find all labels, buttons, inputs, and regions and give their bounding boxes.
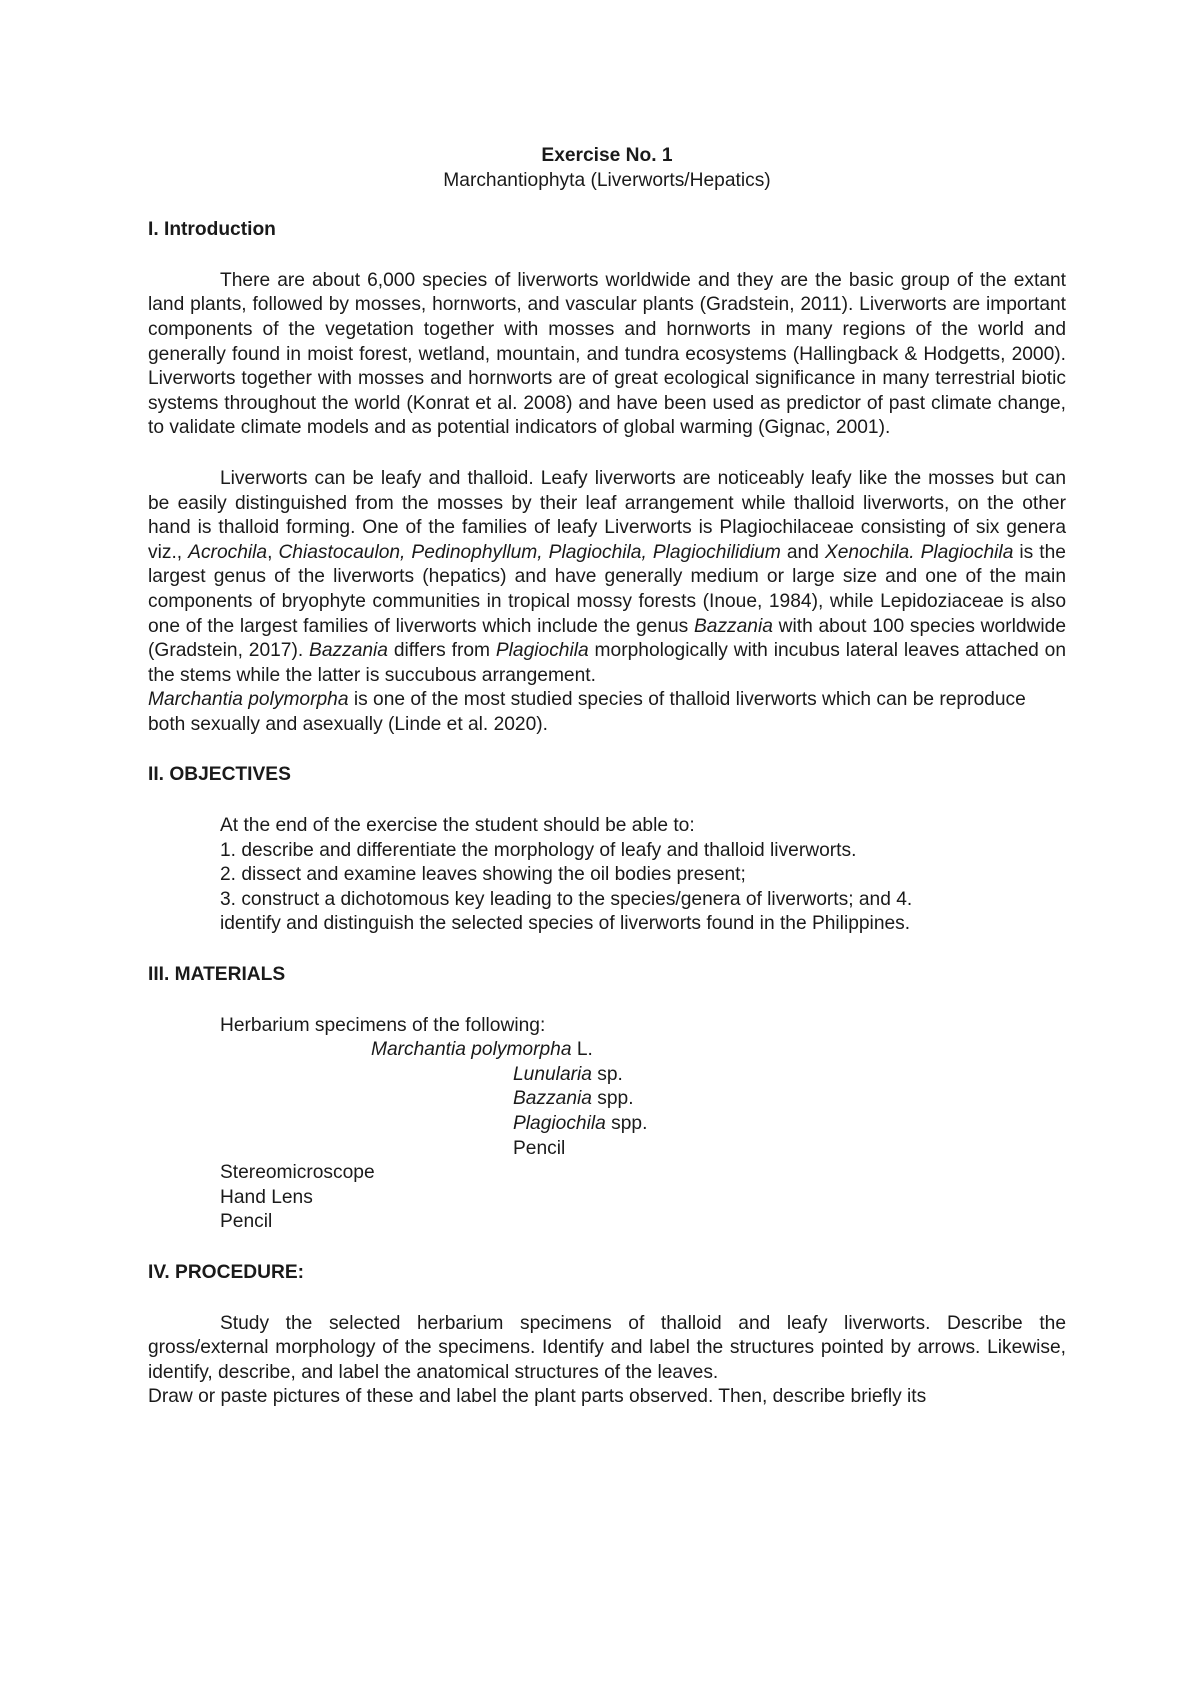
specimen-item <box>148 1112 1066 1137</box>
text-segment: and <box>780 541 825 563</box>
specimen-item <box>148 1087 1066 1112</box>
materials-lead: Herbarium specimens of the following: <box>220 1014 546 1036</box>
procedure-paragraph-2: Draw or paste pictures of these and label the plant parts observed. Then, describe briefly its <box>148 1386 927 1408</box>
genus-name: Bazzania <box>693 615 773 637</box>
specimen-item <box>148 1137 1066 1162</box>
genus-name: Acrochila <box>188 541 268 563</box>
specimen-genus: Bazzania <box>513 1088 592 1110</box>
species-name: Marchantia polymorpha <box>148 689 349 711</box>
specimen-suffix: sp. <box>591 1063 623 1085</box>
tool-item: Pencil <box>220 1211 273 1233</box>
text-segment: morphologically with incubus lateral leaves attached on the stems while the latter is succubous arrangement. <box>148 640 1066 686</box>
introduction-paragraph-3 <box>148 688 1066 737</box>
genus-name: Xenochila. Plagiochila <box>824 541 1014 563</box>
exercise-title: Exercise No. 1 <box>541 145 673 166</box>
procedure-paragraph-1: Study the selected herbarium specimens of thalloid and leafy liverworts. Describe the gross/external morphology of the specimens. Identify and label the structures pointed by arrows. Likewise, identify, describe, and label the anatomical structures of the leaves. <box>148 1312 1066 1383</box>
procedure-heading: IV. PROCEDURE: <box>148 1261 305 1283</box>
introduction-paragraph-1: There are about 6,000 species of liverworts worldwide and they are the basic group of the extant land plants, followed by mosses, hornworts, and vascular plants (Gradstein, 2011). Liverworts are important components of the vegetation together with mosses and hornworts in many regions of the world and generally found in moist forest, wetland, mountain, and tundra ecosystems (Hallingback & Hodgetts, 2000). Liverworts together with mosses and hornworts are of great ecological significance in many terrestrial biotic systems throughout the world (Konrat et al. 2008) and have been used as predictor of past climate change, to validate climate models and as potential indicators of global warming (Gignac, 2001). <box>148 269 1066 439</box>
specimen-suffix: L. <box>571 1039 593 1061</box>
objectives-heading: II. OBJECTIVES <box>148 764 291 786</box>
objective-item-2: 2. dissect and examine leaves showing the oil bodies present; <box>220 864 746 886</box>
specimen-suffix: Pencil <box>513 1137 566 1159</box>
introduction-heading: I. Introduction <box>148 219 276 241</box>
genus-name: Chiastocaulon, Pedinophyllum, <box>278 541 543 563</box>
genus-name: Plagiochila, Plagiochilidium <box>548 541 781 563</box>
text-segment: , <box>267 541 279 563</box>
tool-item: Stereomicroscope <box>220 1162 375 1184</box>
specimen-item <box>148 1038 1066 1063</box>
objective-item-1: 1. describe and differentiate the morphology of leafy and thalloid liverworts. <box>220 839 857 861</box>
tool-item: Hand Lens <box>220 1186 313 1208</box>
text-segment: with about 100 species worldwide (Gradstein, 2017). <box>148 615 1066 662</box>
exercise-subtitle: Marchantiophyta (Liverworts/Hepatics) <box>443 169 771 191</box>
specimen-suffix: spp. <box>605 1113 648 1134</box>
specimen-genus: Plagiochila <box>513 1113 606 1134</box>
genus-name: Bazzania <box>309 640 388 662</box>
objective-item-3: 3. construct a dichotomous key leading to the species/genera of liverworts; and 4. <box>220 888 913 910</box>
text-segment: is one of the most studied species of thalloid liverworts which can be reproduce both sexually and asexually (Linde et al. 2020). <box>148 689 1026 735</box>
specimen-genus: Marchantia polymorpha <box>371 1039 572 1061</box>
text-segment: is the largest genus of the liverworts (hepatics) and have generally medium or large size and one of the main components of bryophyte communities in tropical mossy forests (Inoue, 1984), while Lepidoziaceae is also one of the largest families of liverworts which include the genus <box>148 541 1066 637</box>
objectives-lead: At the end of the exercise the student should be able to: <box>220 815 695 837</box>
text-segment: differs from <box>387 640 496 662</box>
objective-item-4: identify and distinguish the selected species of liverworts found in the Philippines. <box>220 913 911 935</box>
materials-heading: III. MATERIALS <box>148 964 286 986</box>
specimen-genus: Lunularia <box>513 1063 592 1085</box>
introduction-paragraph-2 <box>148 467 1066 688</box>
specimen-suffix: spp. <box>591 1088 634 1110</box>
text-segment: Liverworts can be leafy and thalloid. Leafy liverworts are noticeably leafy like the mosses but can be easily distinguished from the mosses by their leaf arrangement while thalloid liverworts, on the other hand is thalloid forming. One of the families of leafy Liverworts is Plagiochilaceae consisting of six genera viz., <box>148 467 1066 563</box>
genus-name: Plagiochila <box>495 640 589 662</box>
specimen-item <box>148 1063 1066 1088</box>
